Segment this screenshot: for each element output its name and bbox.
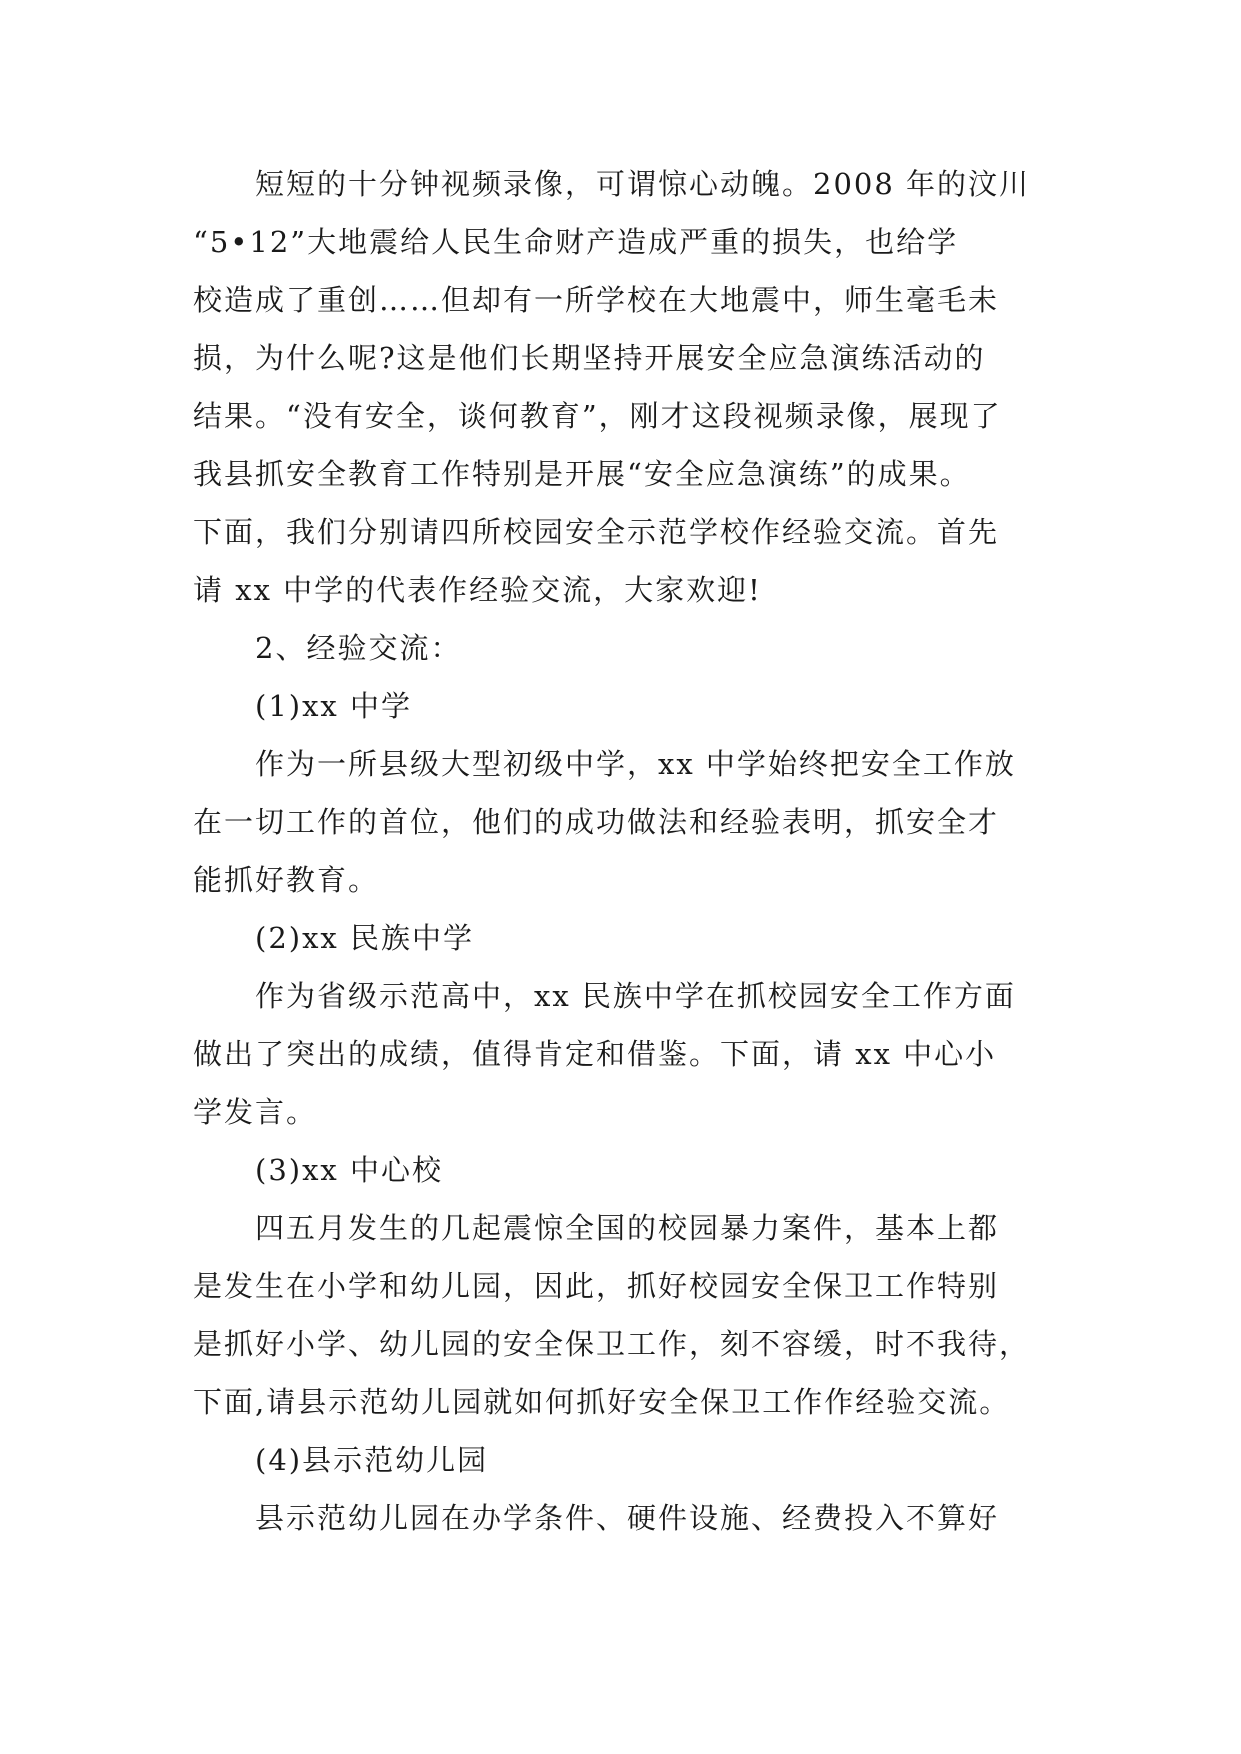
paragraph-4-line-4: 下面,请县示范幼儿园就如何抓好安全保卫工作作经验交流。 xyxy=(193,1385,1011,1419)
section-heading-experience-exchange: 2、经验交流： xyxy=(255,631,462,665)
paragraph-4-line-2: 是发生在小学和幼儿园，因此，抓好校园安全保卫工作特别 xyxy=(193,1269,1000,1303)
paragraph-2-line-2: 在一切工作的首位，他们的成功做法和经验表明，抓安全才 xyxy=(193,805,1000,839)
paragraph-1-line-8: 请 xx 中学的代表作经验交流，大家欢迎! xyxy=(193,573,762,607)
subheading-school-4: (4)县示范幼儿园 xyxy=(255,1443,489,1477)
paragraph-3-line-3: 学发言。 xyxy=(193,1095,318,1129)
subheading-school-2: (2)xx 民族中学 xyxy=(255,921,475,955)
document-body xyxy=(193,155,1053,1547)
paragraph-1-line-5: 结果。“没有安全，谈何教育”，刚才这段视频录像，展现了 xyxy=(193,399,1002,433)
paragraph-2-line-1: 作为一所县级大型初级中学，xx 中学始终把安全工作放 xyxy=(255,747,1016,781)
paragraph-1-line-2: “5•12”大地震给人民生命财产造成严重的损失，也给学 xyxy=(193,225,959,259)
paragraph-1-line-4: 损，为什么呢?这是他们长期坚持开展安全应急演练活动的 xyxy=(193,341,986,375)
paragraph-1-line-7: 下面，我们分别请四所校园安全示范学校作经验交流。首先 xyxy=(193,515,1000,549)
paragraph-2-line-3: 能抓好教育。 xyxy=(193,863,380,897)
paragraph-1-line-1: 短短的十分钟视频录像，可谓惊心动魄。2008 年的汶川 xyxy=(255,167,1031,201)
paragraph-4-line-1: 四五月发生的几起震惊全国的校园暴力案件，基本上都 xyxy=(255,1211,1000,1245)
paragraph-1-line-6: 我县抓安全教育工作特别是开展“安全应急演练”的成果。 xyxy=(193,457,971,491)
subheading-school-1: (1)xx 中学 xyxy=(255,689,413,723)
paragraph-1-line-3: 校造成了重创……但却有一所学校在大地震中，师生毫毛未 xyxy=(193,283,1000,317)
subheading-school-3: (3)xx 中心校 xyxy=(255,1153,444,1187)
paragraph-3-line-2: 做出了突出的成绩，值得肯定和借鉴。下面，请 xx 中心小 xyxy=(193,1037,997,1071)
paragraph-5-line-1: 县示范幼儿园在办学条件、硬件设施、经费投入不算好 xyxy=(255,1501,1000,1535)
paragraph-4-line-3: 是抓好小学、幼儿园的安全保卫工作，刻不容缓，时不我待， xyxy=(193,1327,1031,1361)
paragraph-3-line-1: 作为省级示范高中，xx 民族中学在抓校园安全工作方面 xyxy=(255,979,1016,1013)
